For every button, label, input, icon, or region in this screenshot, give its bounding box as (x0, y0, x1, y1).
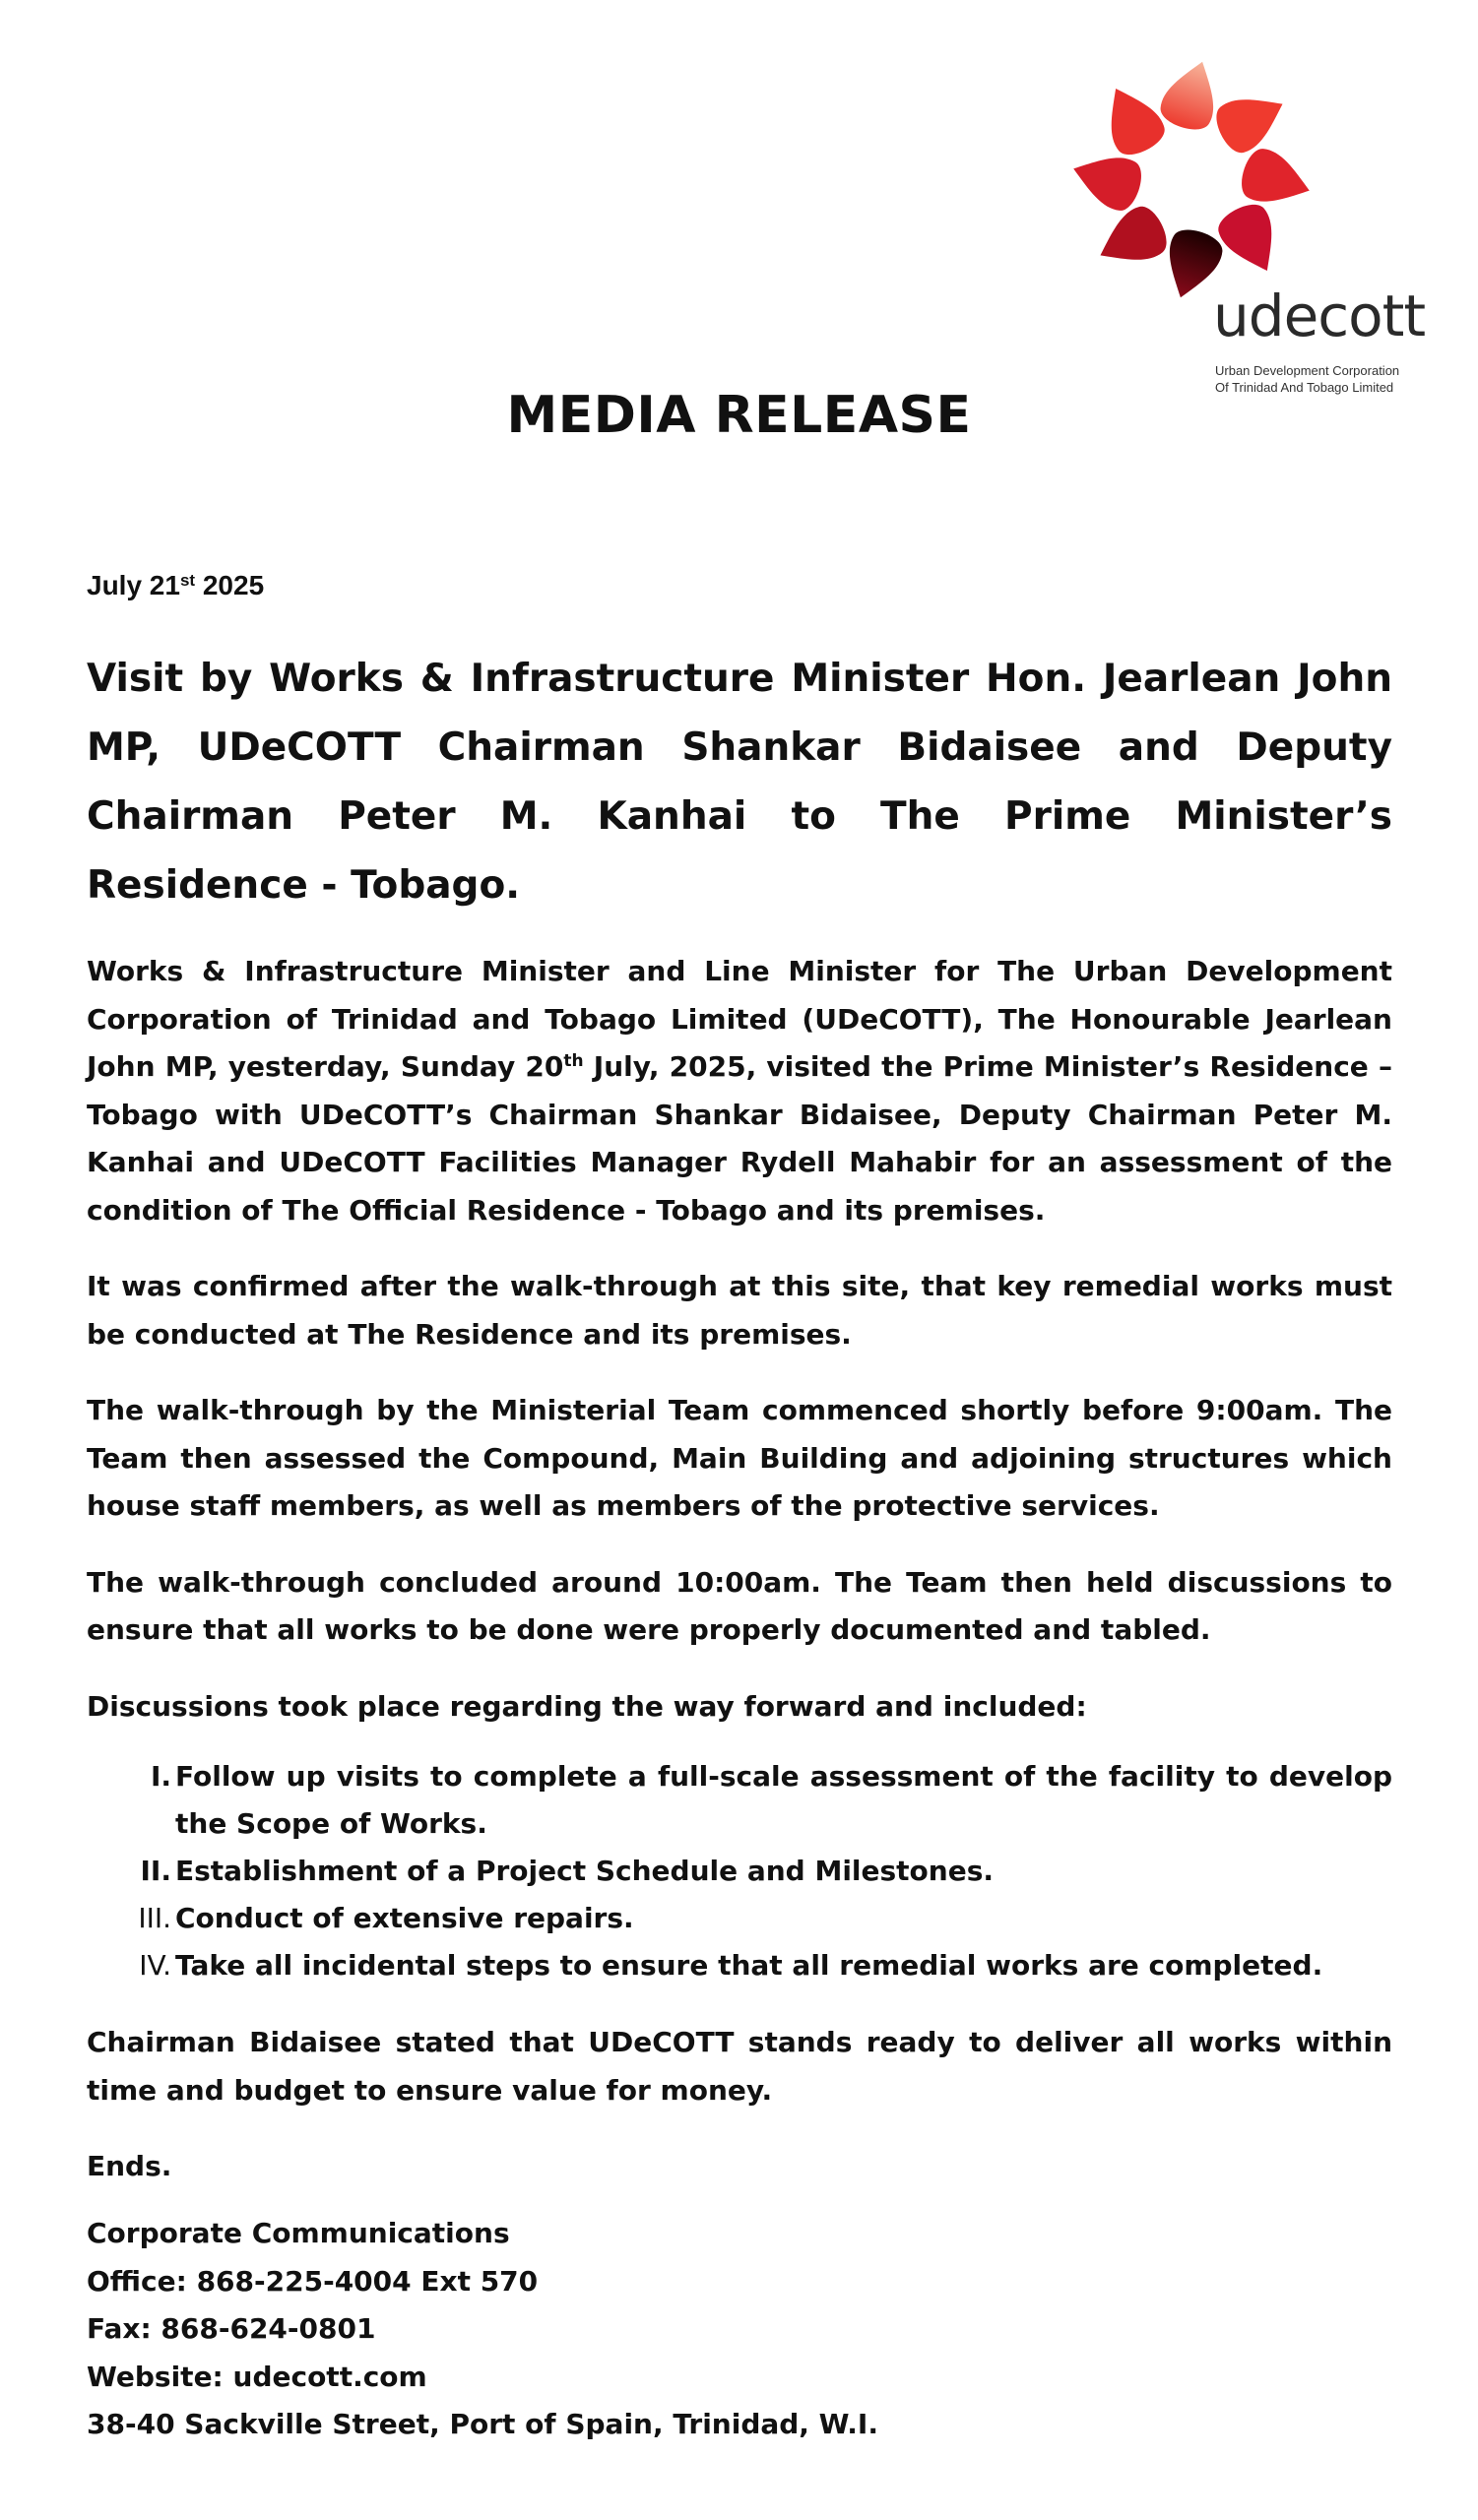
list-item-number: II. (140, 1855, 171, 1887)
logo-petal (1088, 201, 1173, 279)
logo-petal (1213, 198, 1291, 283)
paragraph-1-sup: th (563, 1051, 584, 1071)
ends-marker: Ends. (87, 2150, 172, 2182)
date-suffix: st (179, 571, 196, 590)
paragraph-6: Chairman Bidaisee stated that UDeCOTT stands ready to deliver all works within time and budget to ensure value for money. (87, 2026, 1392, 2107)
list-item-text: Follow up visits to complete a full-scale assessment of the facility to develop the Scope of Works. (175, 1760, 1392, 1840)
paragraph-4: The walk-through concluded around 10:00am. The Team then held discussions to ensure that all works to be done were properly documented and tabled. (87, 1565, 1392, 1646)
contact-block (87, 2210, 1392, 2449)
action-list (87, 1753, 1392, 1989)
tagline-line-1: Urban Development Corporation (1215, 363, 1400, 378)
logo-petal (1209, 81, 1294, 158)
udecott-logo-icon (1068, 54, 1315, 305)
logo-petal (1068, 144, 1147, 215)
list-item-text: Take all incidental steps to ensure that all remedial works are completed. (175, 1949, 1323, 1982)
contact-department: Corporate Communications (87, 2217, 510, 2249)
list-item (87, 1895, 1392, 1942)
list-item-number: IV. (139, 1949, 171, 1982)
release-date (87, 566, 1392, 605)
contact-office: Office: 868-225-4004 Ext 570 (87, 2264, 539, 2298)
date-prefix: July 21 (87, 570, 180, 600)
paragraph-1-before: Works & Infrastructure Minister and Line Minister for The Urban Development Corporation of Trinidad and Tobago Limited (UDeCOTT), The Honourable Jearlean John MP, yesterday, Sunday 20 (87, 955, 1392, 1083)
tagline-line-2: Of Trinidad And Tobago Limited (1215, 380, 1394, 395)
date-year: 2025 (195, 570, 265, 600)
list-item (87, 1942, 1392, 1989)
paragraph-1-after: July, 2025, visited the Prime Minister’s Residence – Tobago with UDeCOTT’s Chairman Shankar Bidaisee, Deputy Chairman Peter M. Kanhai and UDeCOTT Facilities Manager Rydell Mahabir for an assessment of the condition of The Official Residence - Tobago and its premises. (87, 1050, 1392, 1227)
list-item-number: III. (138, 1902, 171, 1934)
logo-wordmark: udecott (1213, 283, 1426, 349)
paragraph-5: Discussions took place regarding the way forward and included: (87, 1689, 1087, 1723)
page-title: MEDIA RELEASE (506, 386, 972, 445)
list-item (87, 1848, 1392, 1895)
list-item-text: Establishment of a Project Schedule and Milestones. (175, 1855, 995, 1887)
headline: Visit by Works & Infrastructure Minister Hon. Jearlean John MP, UDeCOTT Chairman Shankar Bidaisee and Deputy Chairman Peter M. Kanhai to The Prime Minister’s Residence - Tobago. (87, 657, 1392, 908)
logo-petal (1156, 54, 1227, 135)
paragraph-2: It was confirmed after the walk-through at this site, that key remedial works must be conducted at The Residence and its premises. (87, 1270, 1392, 1351)
paragraph-1 (87, 948, 1392, 1234)
list-item (87, 1753, 1392, 1848)
contact-website: Website: udecott.com (87, 2360, 427, 2393)
logo-petal (1236, 145, 1315, 216)
contact-address: 38-40 Sackville Street, Port of Spain, Trinidad, W.I. (87, 2408, 878, 2440)
logo-petal (1092, 77, 1170, 161)
list-item-text: Conduct of extensive repairs. (175, 1902, 634, 1934)
paragraph-3: The walk-through by the Ministerial Team commenced shortly before 9:00am. The Team then assessed the Compound, Main Building and adjoining structures which house staff members, as well as members of the protective services. (87, 1394, 1392, 1522)
contact-fax: Fax: 868-624-0801 (87, 2312, 376, 2345)
list-item-number: I. (150, 1760, 171, 1793)
release-body (87, 566, 1392, 2449)
